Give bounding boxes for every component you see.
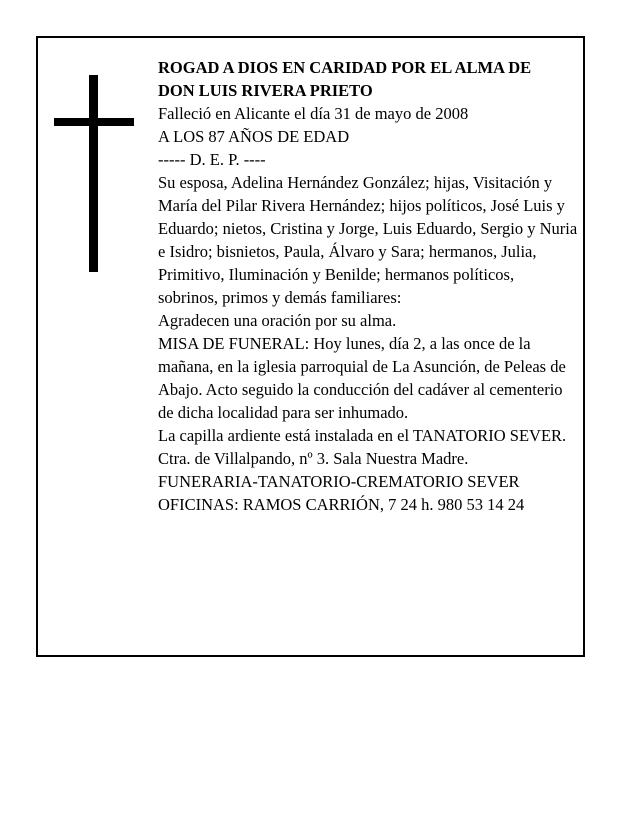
notice-heading: ROGAD A DIOS EN CARIDAD POR EL ALMA DE xyxy=(158,58,532,77)
family-paragraph: Su esposa, Adelina Hernández González; hijas, Visitación y María del Pilar Rivera Hernández; hijos políticos, José Luis y Eduardo; nietos, Cristina y Jorge, Luis Eduardo, Sergio y Nuria e Isidro; bisnietos, Paula, Álvaro y Sara; hermanos, Julia, Primitivo, Iluminación y Benilde; hermanos políticos, sobrinos, primos y demás familiares: xyxy=(158,173,578,307)
deceased-name: DON LUIS RIVERA PRIETO xyxy=(158,81,373,100)
funeral-home-line: FUNERARIA-TANATORIO-CREMATORIO SEVER xyxy=(158,472,520,491)
notice-text xyxy=(158,56,578,516)
prayer-line: Agradecen una oración por su alma. xyxy=(158,311,397,330)
chapel-paragraph: La capilla ardiente está instalada en el TANATORIO SEVER. Ctra. de Villalpando, nº 3. Sala Nuestra Madre. xyxy=(158,426,567,468)
age-line: A LOS 87 AÑOS DE EDAD xyxy=(158,127,350,146)
offices-line: OFICINAS: RAMOS CARRIÓN, 7 24 h. 980 53 14 24 xyxy=(158,495,525,514)
cross-icon-crossbar xyxy=(54,118,134,126)
obituary-notice xyxy=(36,36,585,657)
cross-icon xyxy=(89,75,98,272)
rip-line: ----- D. E. P. ---- xyxy=(158,150,266,169)
mass-paragraph: MISA DE FUNERAL: Hoy lunes, día 2, a las once de la mañana, en la iglesia parroquial de La Asunción, de Peleas de Abajo. Acto seguido la conducción del cadáver al cementerio de dicha localidad para ser inhumado. xyxy=(158,334,566,422)
death-info: Falleció en Alicante el día 31 de mayo de 2008 xyxy=(158,104,469,123)
